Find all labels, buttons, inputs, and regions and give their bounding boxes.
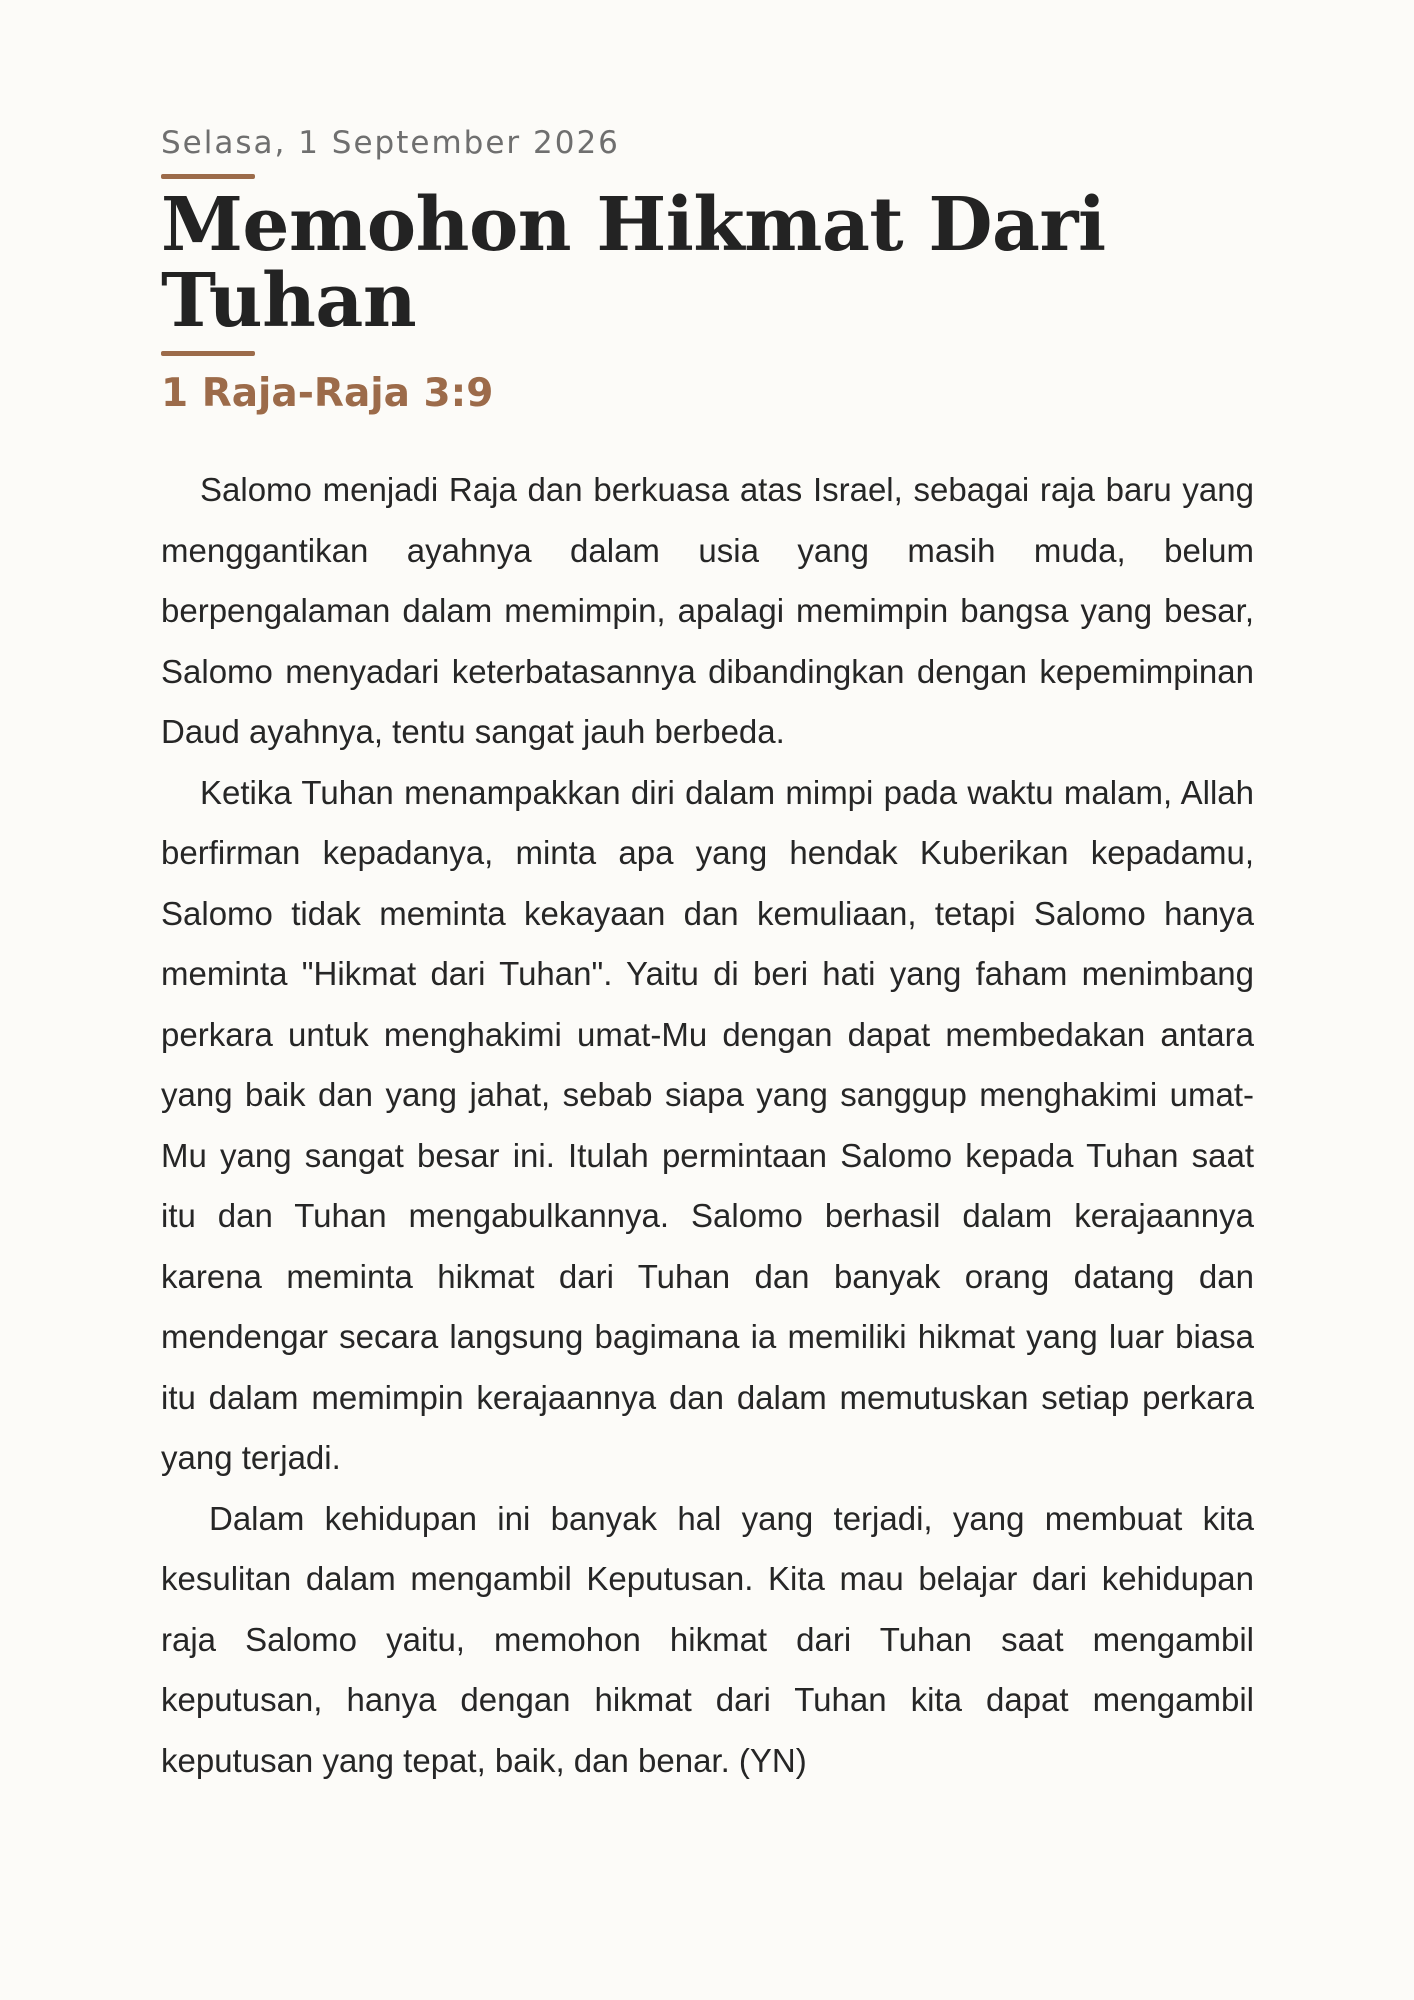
body-paragraph: Ketika Tuhan menampakkan diri dalam mimpi pada waktu malam, Allah berfirman kepadanya, minta apa yang hendak Kuberikan kepadamu, Salomo tidak meminta kekayaan dan kemuliaan, tetapi Salomo hanya meminta "Hikmat dari Tuhan". Yaitu di beri hati yang faham menimbang perkara untuk menghakimi umat-Mu dengan dapat membedakan antara yang baik dan yang jahat, sebab siapa yang sanggup menghakimi umat-Mu yang sangat besar ini. Itulah permintaan Salomo kepada Tuhan saat itu dan Tuhan mengabulkannya. Salomo berhasil dalam kerajaannya karena meminta hikmat dari Tuhan dan banyak orang datang dan mendengar secara langsung bagimana ia memiliki hikmat yang luar biasa itu dalam memimpin kerajaannya dan dalam memutuskan setiap perkara yang terjadi. (161, 773, 1254, 1476)
accent-rule-top (161, 174, 255, 179)
devotion-page (161, 122, 1254, 1791)
scripture-reference: 1 Raja-Raja 3:9 (161, 371, 494, 416)
devotion-title: Memohon Hikmat Dari Tuhan (161, 182, 1106, 344)
devotion-date: Selasa, 1 September 2026 (161, 125, 620, 161)
body-paragraph: Dalam kehidupan ini banyak hal yang terjadi, yang membuat kita kesulitan dalam mengambil Keputusan. Kita mau belajar dari kehidupan raja Salomo yaitu, memohon hikmat dari Tuhan saat mengambil keputusan, hanya dengan hikmat dari Tuhan kita dapat mengambil keputusan yang tepat, baik, dan benar. (YN) (161, 1499, 1254, 1779)
accent-rule-bottom (161, 351, 255, 356)
body-paragraph: Salomo menjadi Raja dan berkuasa atas Israel, sebagai raja baru yang menggantikan ayahnya dalam usia yang masih muda, belum berpengalaman dalam memimpin, apalagi memimpin bangsa yang besar, Salomo menyadari keterbatasannya dibandingkan dengan kepemimpinan Daud ayahnya, tentu sangat jauh berbeda. (161, 471, 1254, 750)
devotion-body (161, 460, 1254, 1791)
